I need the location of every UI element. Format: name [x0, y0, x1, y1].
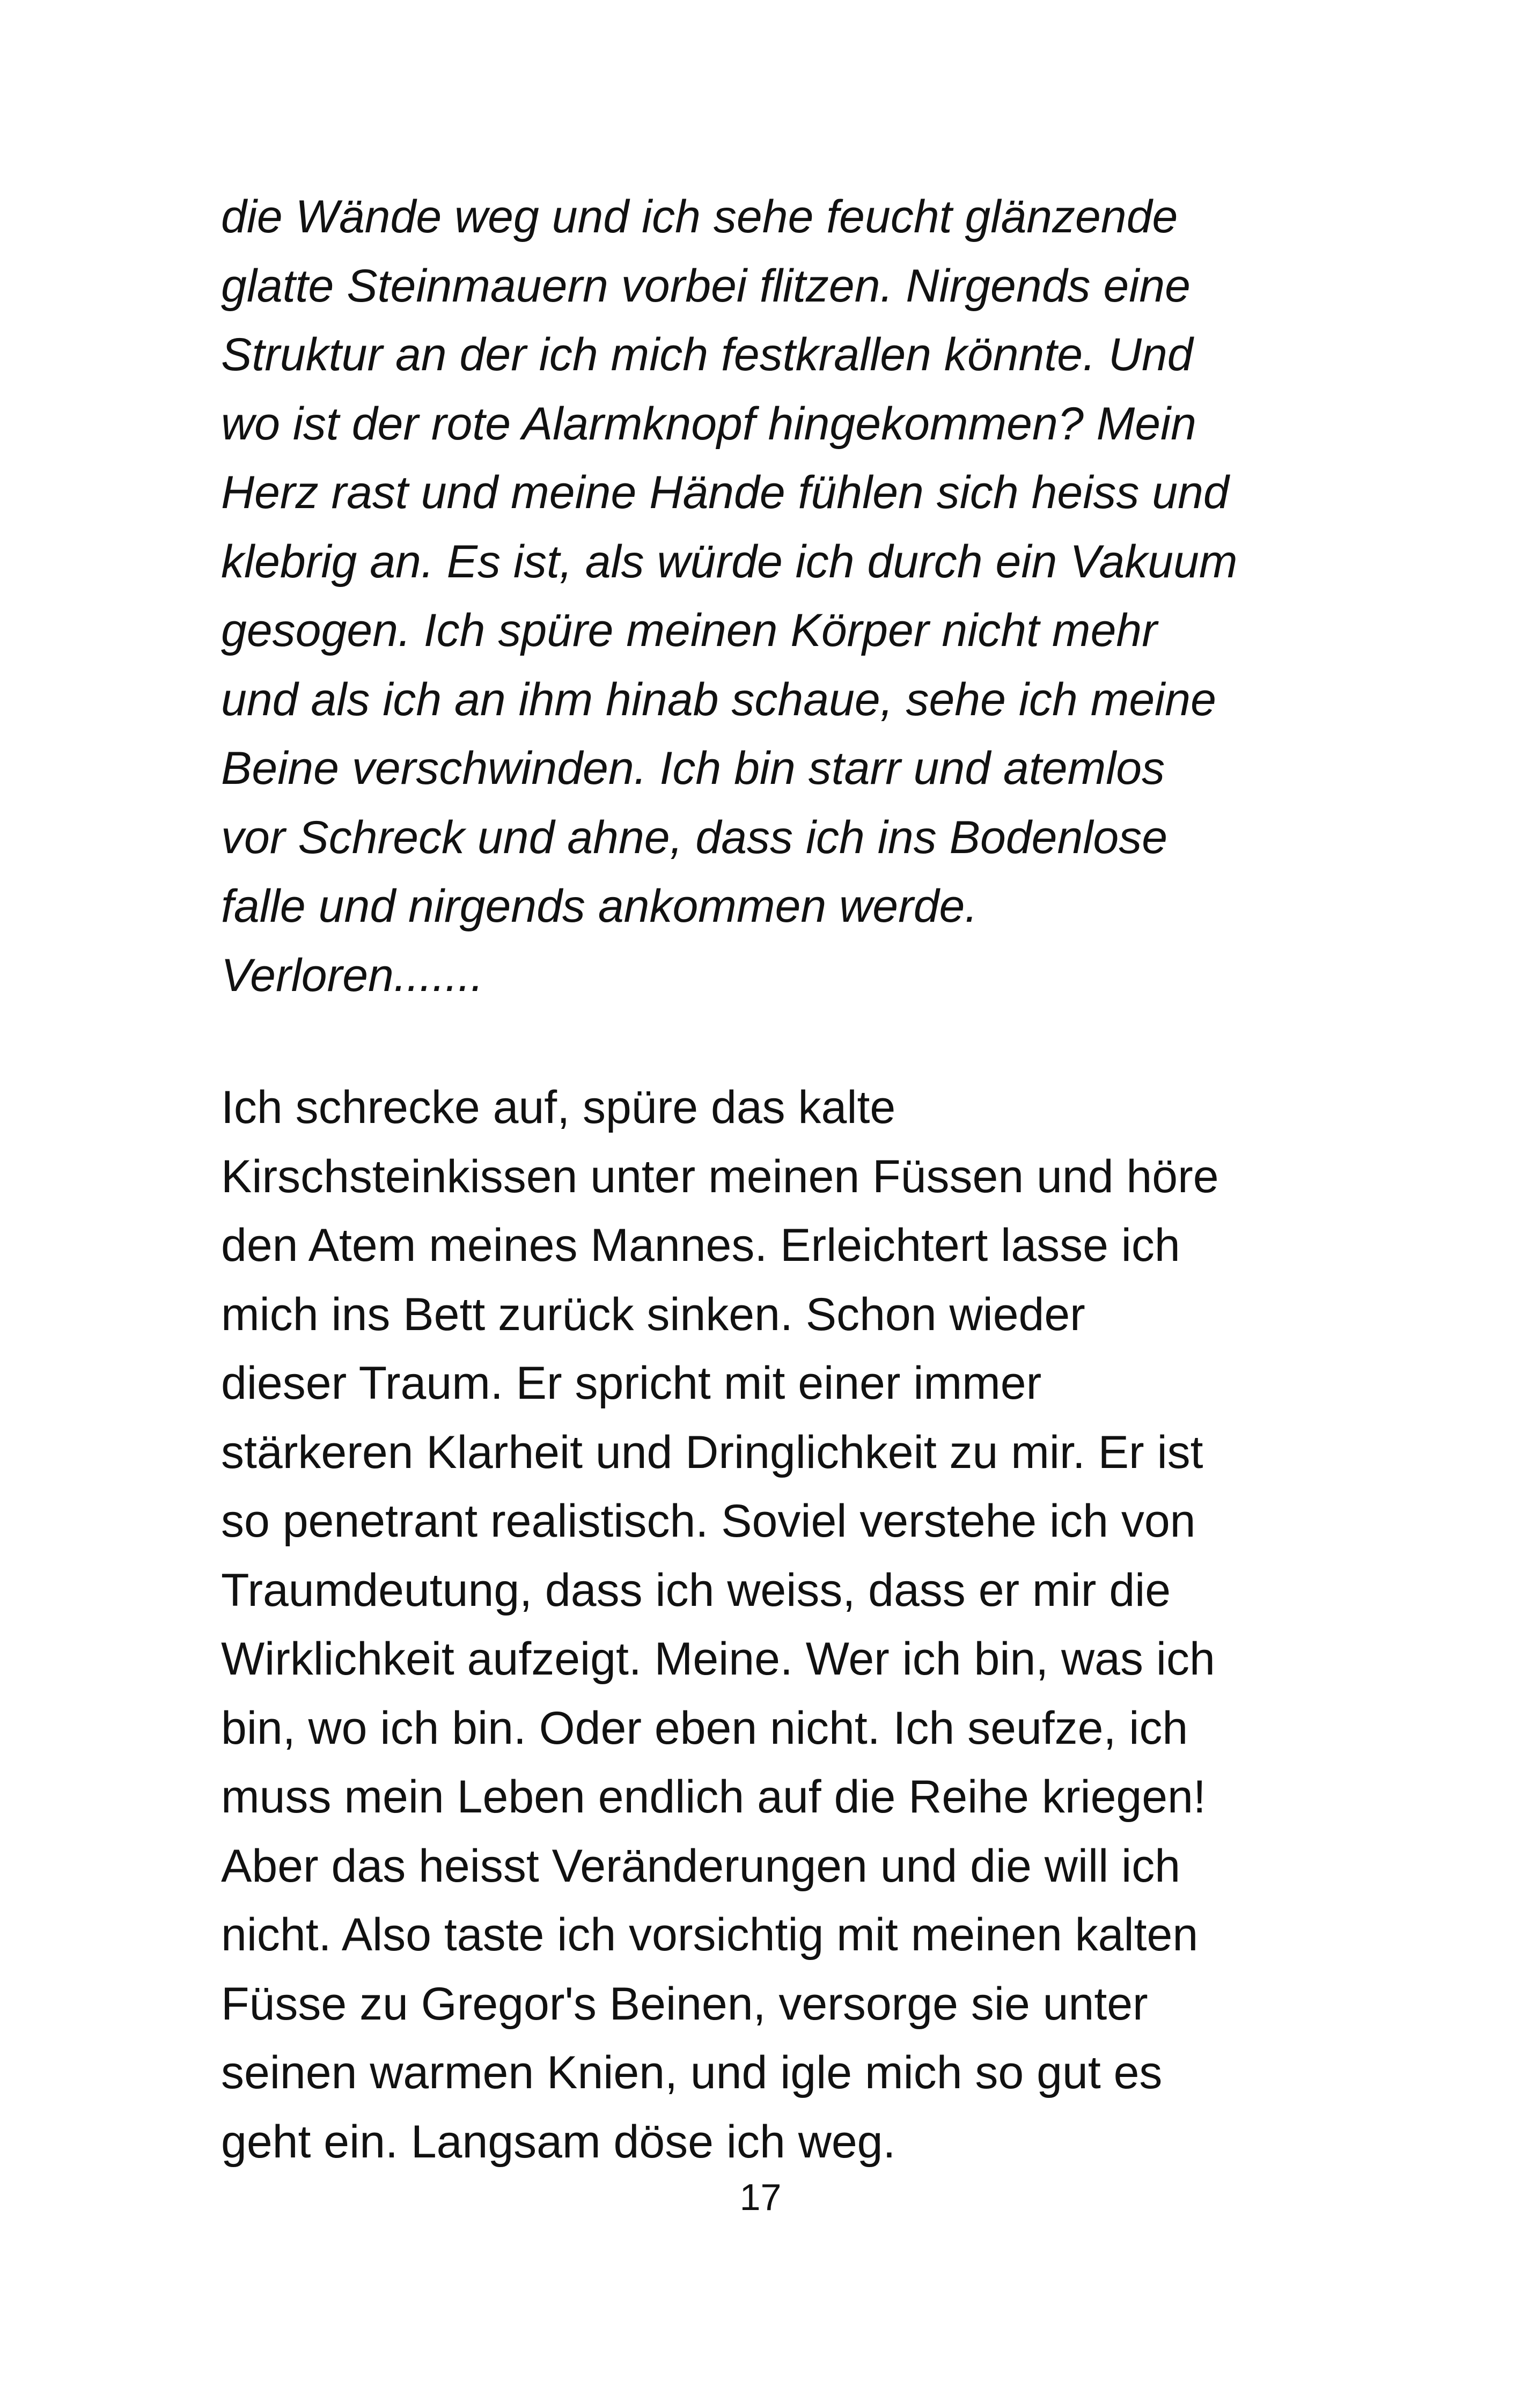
text-line: stärkeren Klarheit und Dringlichkeit zu mir. Er ist	[221, 1426, 1203, 1478]
italic-paragraph	[221, 182, 1326, 1010]
text-line: mich ins Bett zurück sinken. Schon wieder	[221, 1288, 1085, 1340]
text-line: nicht. Also taste ich vorsichtig mit meinen kalten	[221, 1909, 1199, 1961]
text-line: Ich schrecke auf, spüre das kalte	[221, 1082, 896, 1133]
text-line: geht ein. Langsam döse ich weg.	[221, 2116, 896, 2168]
text-line: bin, wo ich bin. Oder eben nicht. Ich seufze, ich	[221, 1702, 1188, 1754]
regular-paragraph	[221, 1073, 1326, 2176]
text-line: Kirschsteinkissen unter meinen Füssen und höre	[221, 1150, 1219, 1202]
text-line: Traumdeutung, dass ich weiss, dass er mir die	[221, 1564, 1171, 1616]
text-line: wo ist der rote Alarmknopf hingekommen? Mein	[221, 398, 1196, 450]
text-line: glatte Steinmauern vorbei flitzen. Nirgends eine	[221, 260, 1191, 312]
text-line: Struktur an der ich mich festkrallen könnte. Und	[221, 329, 1193, 380]
text-line: klebrig an. Es ist, als würde ich durch ein Vakuum	[221, 535, 1238, 588]
text-line: die Wände weg und ich sehe feucht glänzende	[221, 191, 1178, 243]
text-line: Füsse zu Gregor's Beinen, versorge sie unter	[221, 1978, 1148, 2030]
text-line: Beine verschwinden. Ich bin starr und atemlos	[221, 743, 1165, 794]
text-line: falle und nirgends ankommen werde.	[221, 880, 978, 932]
text-line: Wirklichkeit aufzeigt. Meine. Wer ich bin, was ich	[221, 1633, 1215, 1685]
text-line: gesogen. Ich spüre meinen Körper nicht mehr	[221, 605, 1157, 656]
text-line: dieser Traum. Er spricht mit einer immer	[221, 1357, 1042, 1409]
text-line: Herz rast und meine Hände fühlen sich heiss und	[221, 467, 1229, 518]
text-line: muss mein Leben endlich auf die Reihe kriegen!	[221, 1771, 1206, 1823]
text-line: den Atem meines Mannes. Erleichtert lasse ich	[221, 1220, 1180, 1271]
text-line: und als ich an ihm hinab schaue, sehe ich meine	[221, 673, 1216, 725]
text-line: Aber das heisst Veränderungen und die will ich	[221, 1840, 1181, 1892]
text-line: so penetrant realistisch. Soviel verstehe ich von	[221, 1495, 1196, 1547]
text-line: vor Schreck und ahne, dass ich ins Bodenlose	[221, 811, 1168, 863]
page-number: 17	[739, 2176, 782, 2218]
text-line: Verloren.......	[221, 949, 484, 1001]
text-line: seinen warmen Knien, und igle mich so gut es	[221, 2047, 1163, 2098]
